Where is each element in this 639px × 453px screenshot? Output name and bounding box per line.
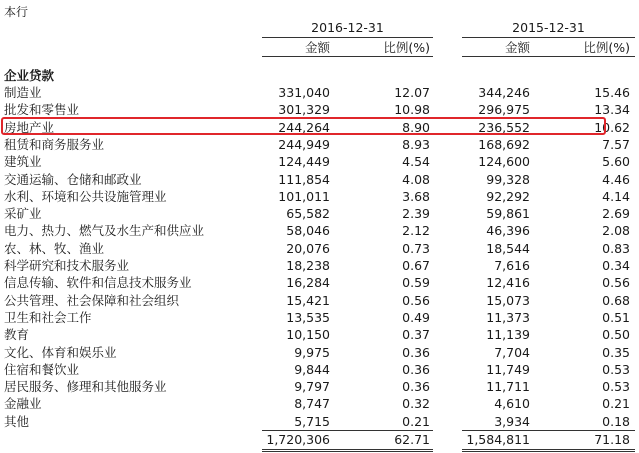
col-header-ratio-2015: 比例(%) [583,40,630,55]
amount-2016: 124,449 [278,154,330,170]
ratio-2015: 0.53 [602,361,630,377]
amount-2015: 99,328 [486,171,530,187]
total-row [0,431,639,448]
row-label: 租赁和商务服务业 [4,136,105,152]
amount-2015: 92,292 [486,188,530,204]
ratio-2015: 0.53 [602,379,630,395]
table-row [0,309,639,326]
ratio-2015: 10.62 [594,119,630,135]
double-rule-2016-b [262,451,433,452]
col-header-amount-2015: 金额 [504,40,530,55]
ratio-2015: 0.18 [602,413,630,429]
ratio-2015: 5.60 [602,154,630,170]
table-row [0,205,639,222]
row-label: 文化、体育和娱乐业 [4,344,117,360]
amount-2015: 11,749 [486,361,530,377]
amount-2016: 8,747 [294,396,330,412]
ratio-2015: 0.50 [602,327,630,343]
col-header-amount-2016: 金额 [304,40,330,55]
ratio-2016: 0.36 [402,344,430,360]
ratio-2015: 4.14 [602,188,630,204]
ratio-2016: 0.21 [402,413,430,429]
period-date-2015: 2015-12-31 [512,20,585,35]
ratio-2015: 2.08 [602,223,630,239]
row-label: 农、林、牧、渔业 [4,240,105,256]
amount-2016: 244,264 [278,119,330,135]
row-label: 科学研究和技术服务业 [4,258,130,273]
row-label: 居民服务、修理和其他服务业 [4,379,167,395]
amount-2015: 7,616 [494,258,530,273]
ratio-2016: 8.90 [402,119,430,135]
ratio-2016: 4.54 [402,154,430,170]
amount-2015: 11,139 [486,327,530,343]
amount-2015: 15,073 [486,292,530,308]
row-label: 卫生和社会工作 [4,309,92,325]
ratio-2015: 0.34 [602,258,630,273]
ratio-2016: 0.67 [402,258,430,273]
table-row [0,222,639,239]
amount-2015: 11,711 [486,379,530,395]
table-row [0,395,639,412]
ratio-2016: 2.39 [402,206,430,222]
amount-2015: 12,416 [486,275,530,291]
total-ratio-2016: 62.71 [394,432,430,447]
amount-2016: 9,975 [294,344,330,360]
total-ratio-2015: 71.18 [594,432,630,447]
row-label: 住宿和餐饮业 [4,361,80,377]
amount-2016: 58,046 [286,223,330,239]
row-label: 制造业 [4,85,42,100]
ratio-2016: 0.36 [402,361,430,377]
unit-label: 本行 [4,5,29,19]
amount-2015: 296,975 [478,102,530,118]
table-row [0,171,639,188]
table-row [0,292,639,309]
amount-2016: 18,238 [286,258,330,273]
ratio-2015: 0.83 [602,240,630,256]
table-row [0,153,639,170]
ratio-2016: 2.12 [402,223,430,239]
row-label: 金融业 [4,396,42,412]
section-title: 企业贷款 [4,68,55,83]
amount-2016: 111,854 [278,171,330,187]
row-label: 批发和零售业 [4,102,80,118]
amount-2015: 7,704 [494,344,530,360]
double-rule-2015-a [462,449,635,450]
col-header-rule-2016 [262,56,433,57]
total-amount-2015: 1,584,811 [466,432,530,447]
ratio-2016: 3.68 [402,188,430,204]
col-header-ratio-2016: 比例(%) [383,40,430,55]
amount-2015: 236,552 [478,119,530,135]
amount-2015: 168,692 [478,136,530,152]
ratio-2015: 0.51 [602,309,630,325]
ratio-2015: 0.56 [602,275,630,291]
double-rule-2015-b [462,451,635,452]
amount-2016: 13,535 [286,309,330,325]
amount-2015: 3,934 [494,413,530,429]
ratio-2015: 4.46 [602,171,630,187]
amount-2016: 101,011 [278,188,330,204]
amount-2016: 15,421 [286,292,330,308]
double-rule-2016-a [262,449,433,450]
table-row [0,257,639,274]
amount-2016: 10,150 [286,327,330,343]
row-label: 公共管理、社会保障和社会组织 [4,292,180,308]
ratio-2015: 13.34 [594,102,630,118]
ratio-2016: 0.36 [402,379,430,395]
amount-2016: 331,040 [278,85,330,100]
table-row [0,378,639,395]
row-label: 信息传输、软件和信息技术服务业 [4,275,192,291]
table-row [0,188,639,205]
table-row [0,84,639,101]
row-label: 建筑业 [4,154,42,170]
amount-2016: 65,582 [286,206,330,222]
table-row [0,413,639,430]
table-row [0,274,639,291]
amount-2015: 46,396 [486,223,530,239]
ratio-2016: 4.08 [402,171,430,187]
row-label: 交通运输、仓储和邮政业 [4,171,142,187]
table-row [0,344,639,361]
ratio-2015: 2.69 [602,206,630,222]
amount-2015: 59,861 [486,206,530,222]
ratio-2016: 10.98 [394,102,430,118]
row-label: 房地产业 [4,119,55,135]
row-label: 其他 [4,413,30,429]
amount-2016: 301,329 [278,102,330,118]
table-row [0,326,639,343]
amount-2016: 20,076 [286,240,330,256]
ratio-2016: 0.32 [402,396,430,412]
amount-2016: 244,949 [278,136,330,152]
amount-2016: 9,844 [294,361,330,377]
ratio-2015: 0.21 [602,396,630,412]
ratio-2016: 0.49 [402,309,430,325]
amount-2015: 124,600 [478,154,530,170]
ratio-2015: 7.57 [602,136,630,152]
total-amount-2016: 1,720,306 [266,432,330,447]
ratio-2016: 0.59 [402,275,430,291]
table-row [0,101,639,118]
ratio-2016: 12.07 [394,85,430,100]
amount-2016: 9,797 [294,379,330,395]
row-label: 电力、热力、燃气及水生产和供应业 [4,223,205,239]
row-label: 采矿业 [4,206,42,222]
ratio-2016: 0.37 [402,327,430,343]
amount-2015: 11,373 [486,309,530,325]
row-label: 教育 [4,327,30,343]
row-label: 水利、环境和公共设施管理业 [4,188,167,204]
ratio-2015: 0.68 [602,292,630,308]
amount-2016: 16,284 [286,275,330,291]
period-date-2016: 2016-12-31 [311,20,384,35]
highlight-box [1,117,606,135]
table-row [0,136,639,153]
amount-2015: 344,246 [478,85,530,100]
ratio-2016: 0.73 [402,240,430,256]
table-row [0,361,639,378]
amount-2015: 4,610 [494,396,530,412]
ratio-2016: 8.93 [402,136,430,152]
amount-2016: 5,715 [294,413,330,429]
ratio-2015: 15.46 [594,85,630,100]
col-header-rule-2015 [462,56,635,57]
amount-2015: 18,544 [486,240,530,256]
ratio-2015: 0.35 [602,344,630,360]
ratio-2016: 0.56 [402,292,430,308]
table-row [0,240,639,257]
